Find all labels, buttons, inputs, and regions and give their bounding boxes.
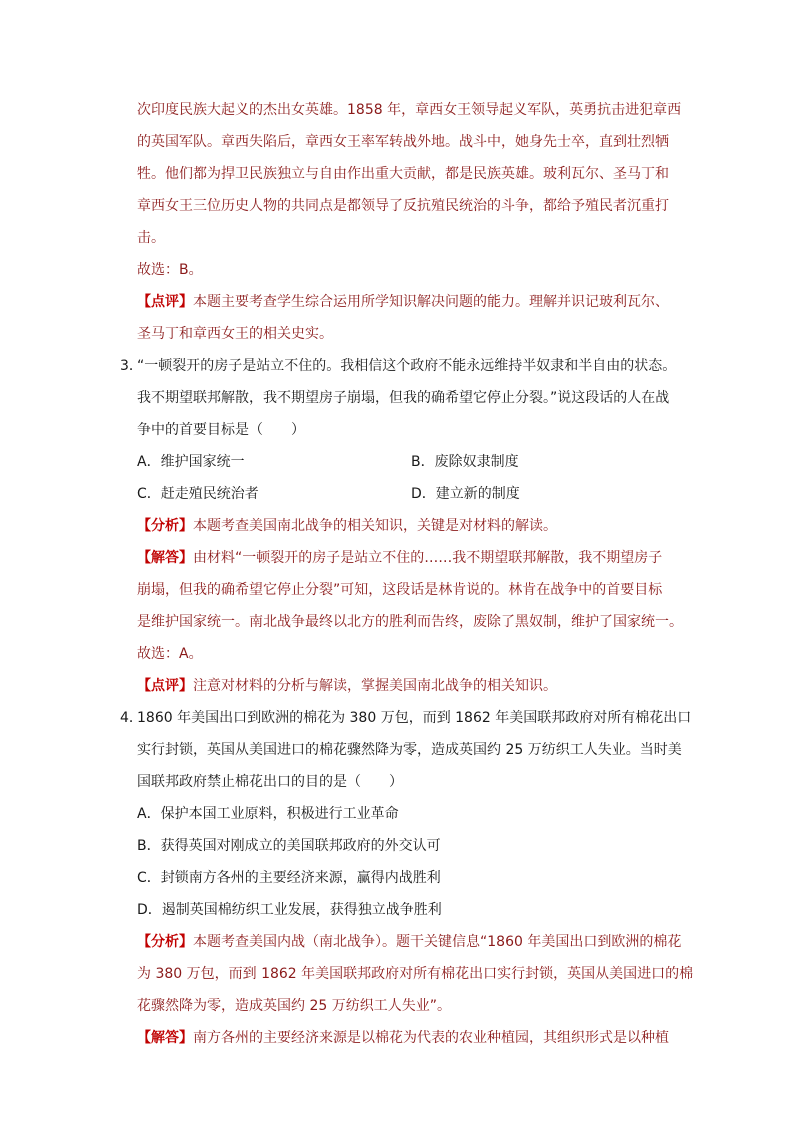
option-b: B．获得英国对刚成立的美国联邦政府的外交认可 — [137, 838, 441, 854]
question-stem-line: 实行封锁，英国从美国进口的棉花骤然降为零，造成英国约 25 万纺织工人失业。当时美 — [137, 742, 682, 758]
option-c: C．封锁南方各州的主要经济来源，赢得内战胜利 — [137, 870, 441, 886]
answer-line: 故选：B。 — [137, 262, 203, 278]
option-d: D．遏制英国棉纺织工业发展，获得独立战争胜利 — [137, 902, 442, 918]
solution-tag: 【解答】 — [137, 1030, 193, 1046]
comment-tag: 【点评】 — [137, 678, 193, 694]
solution-line — [137, 548, 662, 568]
analysis-line — [137, 516, 557, 536]
explanation-line: 击。 — [137, 230, 165, 246]
question-stem-line: “一顿裂开的房子是站立不住的。我相信这个政府不能永远维持半奴隶和半自由的状态。 — [137, 358, 677, 374]
analysis-text: 本题考查美国南北战争的相关知识，关键是对材料的解读。 — [193, 518, 557, 534]
option-a: A．保护本国工业原料，积极进行工业革命 — [137, 806, 399, 822]
comment-text: 本题主要考查学生综合运用所学知识解决问题的能力。理解并识记玻利瓦尔、 — [193, 294, 669, 310]
analysis-text: 本题考查美国内战（南北战争）。题干关键信息“1860 年美国出口到欧洲的棉花 — [193, 934, 682, 950]
option-d: D．建立新的制度 — [411, 486, 520, 502]
question-stem-line: 我不期望联邦解散，我不期望房子崩塌，但我的确希望它停止分裂。”说这段话的人在战 — [137, 390, 670, 406]
solution-tag: 【解答】 — [137, 550, 193, 566]
solution-line: 崩塌，但我的确希望它停止分裂”可知，这段话是林肯说的。林肯在战争中的首要目标 — [137, 582, 663, 598]
comment-line — [137, 292, 669, 312]
option-a: A．维护国家统一 — [137, 454, 245, 470]
analysis-tag: 【分析】 — [137, 934, 193, 950]
question-stem-line: 争中的首要目标是（ ） — [137, 422, 305, 438]
answer-line: 故选：A。 — [137, 646, 203, 662]
option-c: C．赶走殖民统治者 — [137, 486, 259, 502]
solution-line: 是维护国家统一。南北战争最终以北方的胜利而告终，废除了黑奴制，维护了国家统一。 — [137, 614, 683, 630]
comment-line — [137, 676, 557, 696]
explanation-line: 牲。他们都为捍卫民族独立与自由作出重大贡献，都是民族英雄。玻利瓦尔、圣马丁和 — [137, 166, 669, 182]
comment-text: 注意对材料的分析与解读，掌握美国南北战争的相关知识。 — [193, 678, 557, 694]
explanation-line: 次印度民族大起义的杰出女英雄。1858 年，章西女王领导起义军队，英勇抗击进犯章西 — [137, 102, 682, 118]
explanation-line: 章西女王三位历史人物的共同点是都领导了反抗殖民统治的斗争，都给予殖民者沉重打 — [137, 198, 669, 214]
analysis-line: 为 380 万包，而到 1862 年美国联邦政府对所有棉花出口实行封锁，英国从美国进口的棉 — [137, 966, 694, 982]
comment-line: 圣马丁和章西女王的相关史实。 — [137, 326, 333, 342]
question-number: 4． — [120, 710, 143, 726]
solution-line — [137, 1028, 669, 1048]
analysis-tag: 【分析】 — [137, 518, 193, 534]
explanation-line: 的英国军队。章西失陷后，章西女王率军转战外地。战斗中，她身先士卒，直到壮烈牺 — [137, 134, 669, 150]
question-stem-line: 国联邦政府禁止棉花出口的目的是（ ） — [137, 774, 403, 790]
analysis-line: 花骤然降为零，造成英国约 25 万纺织工人失业”。 — [137, 998, 451, 1014]
question-number: 3． — [120, 358, 143, 374]
option-b: B．废除奴隶制度 — [411, 454, 519, 470]
question-stem-line: 1860 年美国出口到欧洲的棉花为 380 万包，而到 1862 年美国联邦政府对所有棉花出口 — [137, 710, 692, 726]
solution-text: 由材料“一顿裂开的房子是站立不住的……我不期望联邦解散，我不期望房子 — [193, 550, 663, 566]
solution-text: 南方各州的主要经济来源是以棉花为代表的农业种植园，其组织形式是以种植 — [193, 1030, 669, 1046]
comment-tag: 【点评】 — [137, 294, 193, 310]
analysis-line — [137, 932, 681, 952]
